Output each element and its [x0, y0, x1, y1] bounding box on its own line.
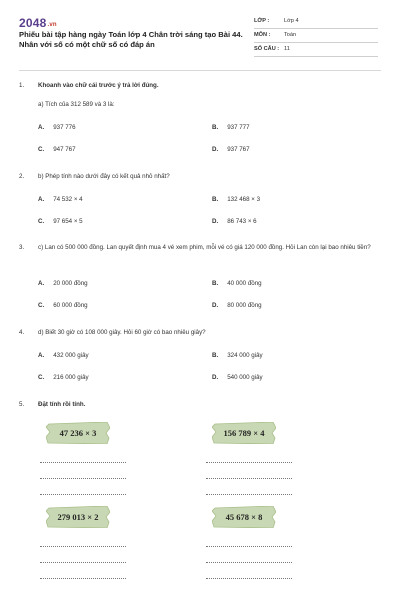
meta-subject-key: MÔN : — [254, 32, 271, 38]
question-2-text: b) Phép tính nào dưới đây có kết quả nhỏ nhất? — [38, 173, 170, 180]
q4-option-c[interactable] — [38, 374, 89, 381]
answer-line[interactable] — [206, 546, 292, 547]
q3-option-b[interactable] — [212, 280, 262, 287]
meta-subject — [254, 30, 378, 43]
logo-text: 2048 — [19, 16, 47, 30]
exercise-card-3 — [46, 506, 110, 528]
option-letter: A. — [38, 124, 45, 131]
answer-line[interactable] — [40, 578, 126, 579]
option-letter: C. — [38, 146, 45, 153]
question-3-text: c) Lan có 500 000 đồng. Lan quyết định mua 4 vé xem phim, mỗi vé có giá 120 000 đồng. Hỏi Lan còn lại bao nhiêu tiền? — [38, 244, 371, 251]
option-letter: B. — [212, 280, 219, 287]
question-4-text: d) Biết 30 giờ có 108 000 giây. Hỏi 60 giờ có bao nhiêu giây? — [38, 329, 206, 336]
option-text: 937 777 — [227, 124, 250, 131]
meta-class-value: Lớp 4 — [284, 18, 299, 24]
answer-line[interactable] — [206, 562, 292, 563]
option-letter: C. — [38, 302, 45, 309]
option-letter: A. — [38, 196, 45, 203]
meta-class — [254, 16, 378, 29]
answer-line[interactable] — [40, 478, 126, 479]
meta-class-key: LỚP : — [254, 18, 270, 24]
question-3-number: 3. — [19, 244, 25, 251]
exercise-card-1 — [46, 422, 110, 444]
option-letter: D. — [212, 374, 219, 381]
q2-option-a[interactable] — [38, 196, 83, 203]
q1-option-b[interactable] — [212, 124, 250, 131]
question-4-number: 4. — [19, 329, 25, 336]
question-5-heading: Đặt tính rồi tính. — [38, 401, 86, 408]
header-divider — [19, 70, 381, 71]
exercise-expression: 156 789 × 4 — [223, 428, 265, 438]
q1-option-d[interactable] — [212, 146, 250, 153]
q2-option-d[interactable] — [212, 218, 257, 225]
option-text: 216 000 giây — [53, 374, 89, 381]
option-letter: D. — [212, 218, 219, 225]
option-text: 432 000 giây — [53, 352, 89, 359]
q1-option-c[interactable] — [38, 146, 76, 153]
option-letter: C. — [38, 218, 45, 225]
exercise-expression: 279 013 × 2 — [57, 512, 99, 522]
option-text: 74 532 × 4 — [53, 196, 83, 203]
answer-line[interactable] — [206, 578, 292, 579]
question-1-number: 1. — [19, 82, 25, 89]
option-text: 324 000 giây — [227, 352, 263, 359]
q1-option-a[interactable] — [38, 124, 76, 131]
option-text: 86 743 × 6 — [227, 218, 257, 225]
q2-option-b[interactable] — [212, 196, 260, 203]
option-text: 937 776 — [53, 124, 76, 131]
q4-option-a[interactable] — [38, 352, 89, 359]
answer-line[interactable] — [40, 462, 126, 463]
answer-line[interactable] — [206, 478, 292, 479]
option-text: 937 767 — [227, 146, 250, 153]
answer-line[interactable] — [40, 546, 126, 547]
question-1-text: a) Tích của 312 589 và 3 là: — [38, 101, 115, 108]
q4-option-b[interactable] — [212, 352, 263, 359]
question-2-number: 2. — [19, 173, 25, 180]
exercise-card-4 — [212, 506, 276, 528]
option-text: 40 000 đồng — [227, 280, 262, 287]
meta-count-value: 11 — [284, 46, 290, 52]
option-text: 60 000 đồng — [53, 302, 88, 309]
option-letter: B. — [212, 124, 219, 131]
worksheet-title: Phiếu bài tập hàng ngày Toán lớp 4 Chân trời sáng tạo Bài 44. Nhân với số có một chữ số có đáp án — [19, 30, 243, 49]
answer-line[interactable] — [40, 494, 126, 495]
exercise-expression: 45 678 × 8 — [225, 512, 263, 522]
exercise-expression: 47 236 × 3 — [59, 428, 97, 438]
q3-option-c[interactable] — [38, 302, 88, 309]
q2-option-c[interactable] — [38, 218, 83, 225]
q3-option-a[interactable] — [38, 280, 88, 287]
q3-option-d[interactable] — [212, 302, 262, 309]
option-text: 80 000 đồng — [227, 302, 262, 309]
answer-line[interactable] — [206, 462, 292, 463]
meta-count-key: SỐ CÂU : — [254, 46, 280, 52]
question-5-number: 5. — [19, 401, 25, 408]
option-letter: A. — [38, 280, 45, 287]
option-letter: C. — [38, 374, 45, 381]
logo-suffix: .vn — [47, 22, 57, 28]
answer-line[interactable] — [206, 494, 292, 495]
option-letter: B. — [212, 196, 219, 203]
question-1-heading: Khoanh vào chữ cái trước ý trả lời đúng. — [38, 82, 159, 89]
meta-subject-value: Toán — [284, 32, 297, 38]
q4-option-d[interactable] — [212, 374, 263, 381]
option-text: 132 468 × 3 — [227, 196, 261, 203]
meta-count — [254, 44, 378, 57]
option-text: 540 000 giây — [227, 374, 263, 381]
exercise-card-2 — [212, 422, 276, 444]
option-letter: D. — [212, 302, 219, 309]
option-text: 97 654 × 5 — [53, 218, 83, 225]
option-text: 20 000 đồng — [53, 280, 88, 287]
option-letter: D. — [212, 146, 219, 153]
option-letter: A. — [38, 352, 45, 359]
option-text: 947 767 — [53, 146, 76, 153]
answer-line[interactable] — [40, 562, 126, 563]
site-logo[interactable] — [19, 16, 57, 30]
option-letter: B. — [212, 352, 219, 359]
